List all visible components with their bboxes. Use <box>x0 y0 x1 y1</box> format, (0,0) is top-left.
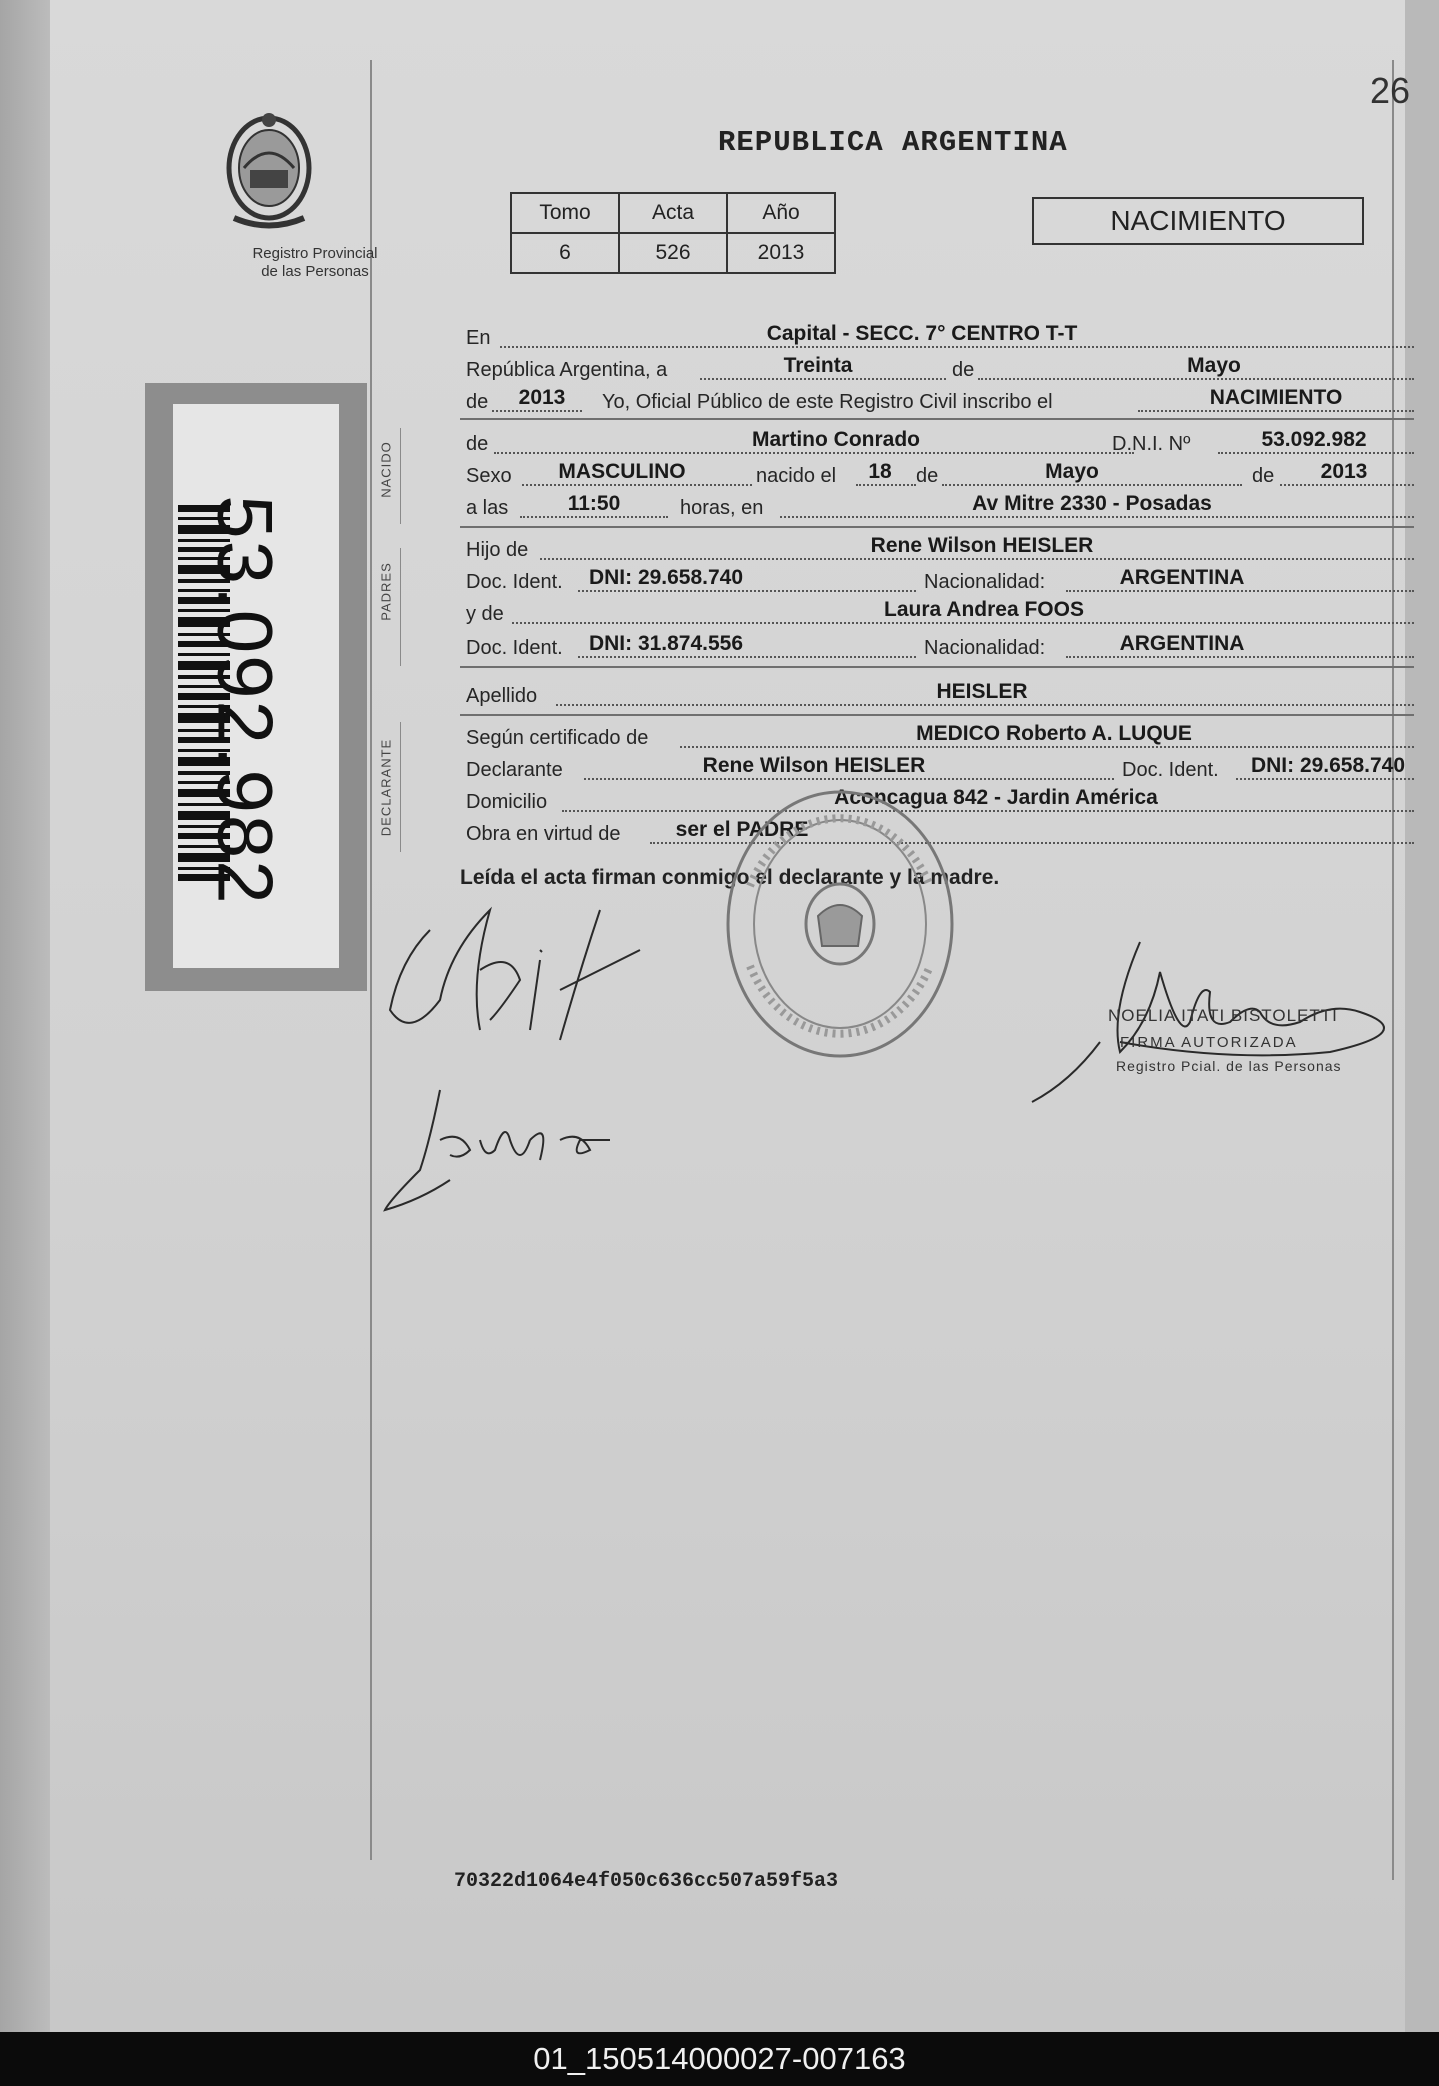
divider-line <box>460 666 1414 668</box>
dotted-line <box>578 590 916 592</box>
file-id-bar <box>0 2032 1439 2086</box>
value-month: Mayo <box>1187 354 1241 377</box>
row-date <box>466 354 1414 384</box>
value-act: NACIMIENTO <box>1209 386 1343 409</box>
value-sex: MASCULINO <box>558 460 686 483</box>
dotted-line <box>1066 656 1414 658</box>
label-de: de <box>1252 465 1275 487</box>
mother-signature <box>380 1080 620 1220</box>
row-mother <box>466 598 1414 628</box>
value-birth-month: Mayo <box>1045 460 1099 483</box>
value-declarant-doc: DNI: 29.658.740 <box>1250 754 1406 777</box>
row-father-doc <box>466 566 1414 596</box>
section-divider-padres <box>400 548 401 666</box>
misiones-seal-logo <box>214 108 324 236</box>
value-mother-doc: DNI: 31.874.556 <box>588 632 744 655</box>
record-table <box>510 192 836 274</box>
value-day-text: Treinta <box>783 354 853 377</box>
closing-statement: Leída el acta firman conmigo el declarante y la madre. <box>460 866 1000 889</box>
label-at: a las <box>466 497 509 519</box>
label-sex: Sexo <box>466 465 512 487</box>
dotted-line <box>780 516 1414 518</box>
label-de: de <box>952 359 975 381</box>
dotted-line <box>492 410 582 412</box>
dotted-line <box>520 516 668 518</box>
label-de: de <box>466 391 489 413</box>
value-mother: Laura Andrea FOOS <box>884 598 1084 621</box>
value-birth-place: Av Mitre 2330 - Posadas <box>972 492 1212 515</box>
row-time-place <box>466 492 1414 522</box>
row-father <box>466 534 1414 564</box>
dotted-line <box>578 656 916 658</box>
row-year <box>466 386 1414 416</box>
label-declarant: Declarante <box>466 759 563 781</box>
table-value-acta: 526 <box>619 233 727 273</box>
page-number: 26 <box>1370 70 1411 111</box>
label-de: de <box>916 465 939 487</box>
dotted-line <box>680 746 1414 748</box>
left-margin-line <box>370 60 372 1860</box>
label-dni: D.N.I. Nº <box>1112 433 1191 455</box>
divider-line <box>460 418 1414 420</box>
dotted-line <box>522 484 752 486</box>
value-name: Martino Conrado <box>752 428 920 451</box>
official-organization: Registro Pcial. de las Personas <box>1116 1058 1342 1074</box>
section-divider-declarante <box>400 722 401 852</box>
value-dni: 53.092.982 <box>1261 428 1367 451</box>
document-sheet <box>50 0 1411 2032</box>
value-father-doc: DNI: 29.658.740 <box>588 566 744 589</box>
registry-label-line-2: de las Personas <box>261 263 369 280</box>
dotted-line <box>562 810 1414 812</box>
label-de: de <box>466 433 489 455</box>
label-address: Domicilio <box>466 791 548 813</box>
label-doc-ident: Doc. Ident. <box>466 637 563 659</box>
row-surname <box>466 680 1414 710</box>
divider-line <box>460 714 1414 716</box>
label-doc-ident: Doc. Ident. <box>466 571 563 593</box>
value-capacity: ser el PADRE <box>675 818 809 841</box>
divider-line <box>460 526 1414 528</box>
section-label-declarante: DECLARANTE <box>378 738 394 837</box>
dotted-line <box>512 622 1414 624</box>
value-father-nationality: ARGENTINA <box>1119 566 1245 589</box>
label-certificate: Según certificado de <box>466 727 649 749</box>
row-mother-doc <box>466 632 1414 662</box>
dotted-line <box>700 378 946 380</box>
declarant-signature <box>380 890 670 1070</box>
label-surname: Apellido <box>466 685 538 707</box>
value-certificate: MEDICO Roberto A. LUQUE <box>916 722 1192 745</box>
table-value-anio: 2013 <box>727 233 835 273</box>
label-born-on: nacido el <box>756 465 837 487</box>
value-time: 11:50 <box>567 492 621 515</box>
value-surname: HEISLER <box>936 680 1028 703</box>
value-birth-day: 18 <box>868 460 892 483</box>
official-name: NOELIA ITATI BISTOLETTI <box>1108 1006 1338 1025</box>
section-label-padres: PADRES <box>378 562 394 621</box>
document-title: REPUBLICA ARGENTINA <box>718 126 1068 159</box>
dotted-line <box>494 452 1134 454</box>
label-en: En <box>466 327 491 349</box>
label-capacity: Obra en virtud de <box>466 823 621 845</box>
document-hash: 70322d1064e4f050c636cc507a59f5a3 <box>454 1870 839 1893</box>
section-label-nacido: NACIDO <box>378 441 394 498</box>
dotted-line <box>556 704 1414 706</box>
table-value-tomo: 6 <box>511 233 619 273</box>
dotted-line <box>540 558 1414 560</box>
registry-label <box>240 245 390 281</box>
label-and-of: y de <box>466 603 504 625</box>
dotted-line <box>978 378 1414 380</box>
value-declarant: Rene Wilson HEISLER <box>702 754 926 777</box>
file-id: 01_150514000027-007163 <box>533 2041 906 2076</box>
table-header-anio: Año <box>727 193 835 233</box>
dotted-line <box>1138 410 1414 412</box>
official-role: FIRMA AUTORIZADA <box>1120 1034 1298 1051</box>
value-father: Rene Wilson HEISLER <box>870 534 1094 557</box>
table-header-tomo: Tomo <box>511 193 619 233</box>
dotted-line <box>1280 484 1414 486</box>
value-address: Aconcagua 842 - Jardin América <box>834 786 1158 809</box>
value-birth-year: 2013 <box>1320 460 1368 483</box>
dotted-line <box>500 346 1414 348</box>
row-sex-birth <box>466 460 1414 490</box>
row-name <box>466 428 1414 458</box>
row-place <box>466 322 1414 352</box>
row-certificate <box>466 722 1414 752</box>
record-type-box: NACIMIENTO <box>1032 197 1364 245</box>
page-left-edge <box>0 0 50 2032</box>
dotted-line <box>1066 590 1414 592</box>
dotted-line <box>1218 452 1414 454</box>
value-year: 2013 <box>518 386 566 409</box>
label-hours-in: horas, en <box>680 497 764 519</box>
dotted-line <box>942 484 1242 486</box>
official-round-stamp <box>710 776 970 1076</box>
value-place: Capital - SECC. 7° CENTRO T-T <box>766 322 1078 345</box>
registry-label-line-1: Registro Provincial <box>252 245 378 262</box>
label-nationality: Nacionalidad: <box>924 637 1046 659</box>
label-nationality: Nacionalidad: <box>924 571 1046 593</box>
dotted-line <box>1236 778 1414 780</box>
label-yo-oficial: Yo, Oficial Público de este Registro Civil inscribo el <box>602 391 1053 413</box>
barcode-number: 53.092.982 <box>201 495 290 906</box>
value-mother-nationality: ARGENTINA <box>1119 632 1245 655</box>
table-header-acta: Acta <box>619 193 727 233</box>
dotted-line <box>856 484 916 486</box>
section-divider-nacido <box>400 428 401 524</box>
label-son-of: Hijo de <box>466 539 529 561</box>
label-doc-ident: Doc. Ident. <box>1122 759 1219 781</box>
label-republica: República Argentina, a <box>466 359 668 381</box>
